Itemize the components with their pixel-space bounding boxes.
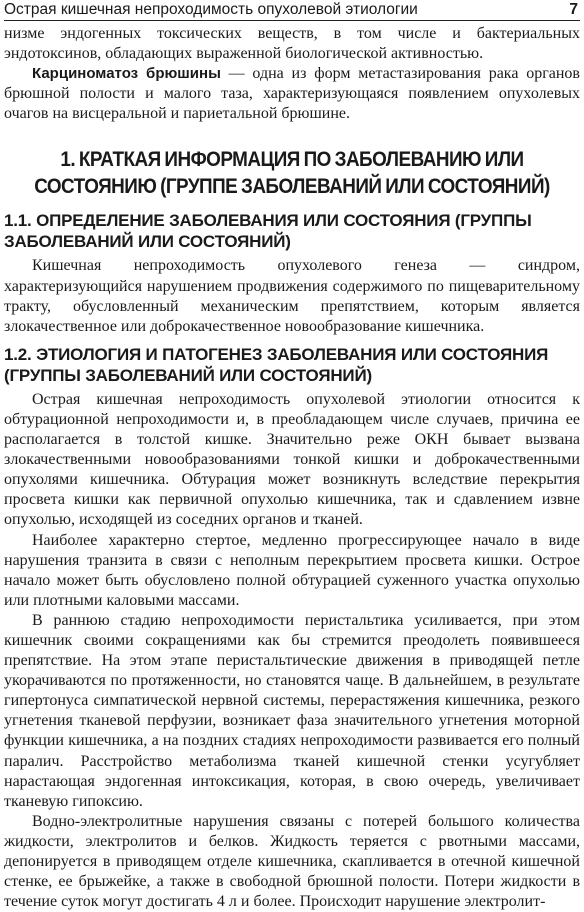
term-definition-text: — одна из форм метастазирования рака органов брюшной полости и малого таза, характеризующаяся появлением опухолевых очагов на висцеральной и париетальной брюшине. <box>4 65 580 123</box>
section-1-2-paragraph: Острая кишечная непроходимость опухолевой этиологии относится к обтурационной непроходимости и, в преобладающем числе случаев, причина ее располагается в толстой кишке. Значительно реже ОКН бывает вызвана злокачественными новообразованиями тонкой кишки и доброкачественными опухолями кишечника. Обтурация может возникнуть вследствие перекрытия просвета кишки как первичной опухолью кишечника, так и сдавлением извне опухолью, исходящей из соседних органов и тканей. <box>4 390 580 529</box>
running-title: Острая кишечная непроходимость опухолевой этиологии <box>4 1 418 18</box>
page-number: 7 <box>569 1 578 18</box>
section-1-2-paragraph: Наиболее характерно стертое, медленно прогрессирующее начало в виде нарушения транзита в связи с неполным перекрытием просвета кишки. Острое начало может быть обусловлено полной обтурацией суженного участка опухолью или плотными каловыми массами. <box>4 531 580 609</box>
section-1-heading: 1. КРАТКАЯ ИНФОРМАЦИЯ ПО ЗАБОЛЕВАНИЮ ИЛИ СОСТОЯНИЮ (ГРУППЕ ЗАБОЛЕВАНИЙ ИЛИ СОСТОЯНИЙ) <box>34 148 550 199</box>
term-definition-paragraph <box>4 64 580 124</box>
section-1-2-paragraph: В раннюю стадию непроходимости перистальтика усиливается, при этом кишечник своими сокращениями как бы стремится преодолеть появившееся препятствие. На этом этапе перистальтические движения в приводящей петле укорачиваются по протяженности, но становятся чаще. В дальнейшем, в результате гипертонуса симпатической нервной системы, перерастяжения кишечника, резкого угнетения тканевой перфузии, возникает фаза значительного угнетения моторной функции кишечника, а на поздних стадиях непроходимости развивается его полный паралич. Расстройство метаболизма тканей кишечной стенки усугубляет нарастающая эндогенная интоксикация, которая, в свою очередь, увеличивает тканевую гипоксию. <box>4 611 580 810</box>
section-1-2-paragraph: Водно-электролитные нарушения связаны с потерей большого количества жидкости, электролитов и белков. Жидкость теряется с рвотными массами, депонируется в приводящем отделе кишечника, скапливается в отечной кишечной стенке, ее брыжейке, а также в свободной брюшной полости. Потери жидкости в течение суток могут достигать 4 л и более. Происходит нарушение электролит- <box>4 812 580 911</box>
running-header <box>4 0 580 21</box>
section-1-1-heading: 1.1. ОПРЕДЕЛЕНИЕ ЗАБОЛЕВАНИЯ ИЛИ СОСТОЯНИЯ (ГРУППЫ ЗАБОЛЕВАНИЙ ИЛИ СОСТОЯНИЙ) <box>4 211 532 252</box>
intro-continuation: низме эндогенных токсических веществ, в том числе и бактериальных эндотоксинов, обладающих выраженной биологической активностью. <box>4 25 580 63</box>
defined-term: Карциноматоз брюшины <box>32 65 221 83</box>
section-1-1-paragraph: Кишечная непроходимость опухолевого генеза — синдром, характеризующийся нарушением продвижения содержимого по пищеварительному тракту, обусловленный механическим препятствием, которым является злокачественное или доброкачественное новообразование кишечника. <box>4 257 580 335</box>
page-body <box>4 24 580 912</box>
section-1-2-heading: 1.2. ЭТИОЛОГИЯ И ПАТОГЕНЕЗ ЗАБОЛЕВАНИЯ ИЛИ СОСТОЯНИЯ (ГРУППЫ ЗАБОЛЕВАНИЙ ИЛИ СОСТОЯНИЙ) <box>4 344 549 385</box>
